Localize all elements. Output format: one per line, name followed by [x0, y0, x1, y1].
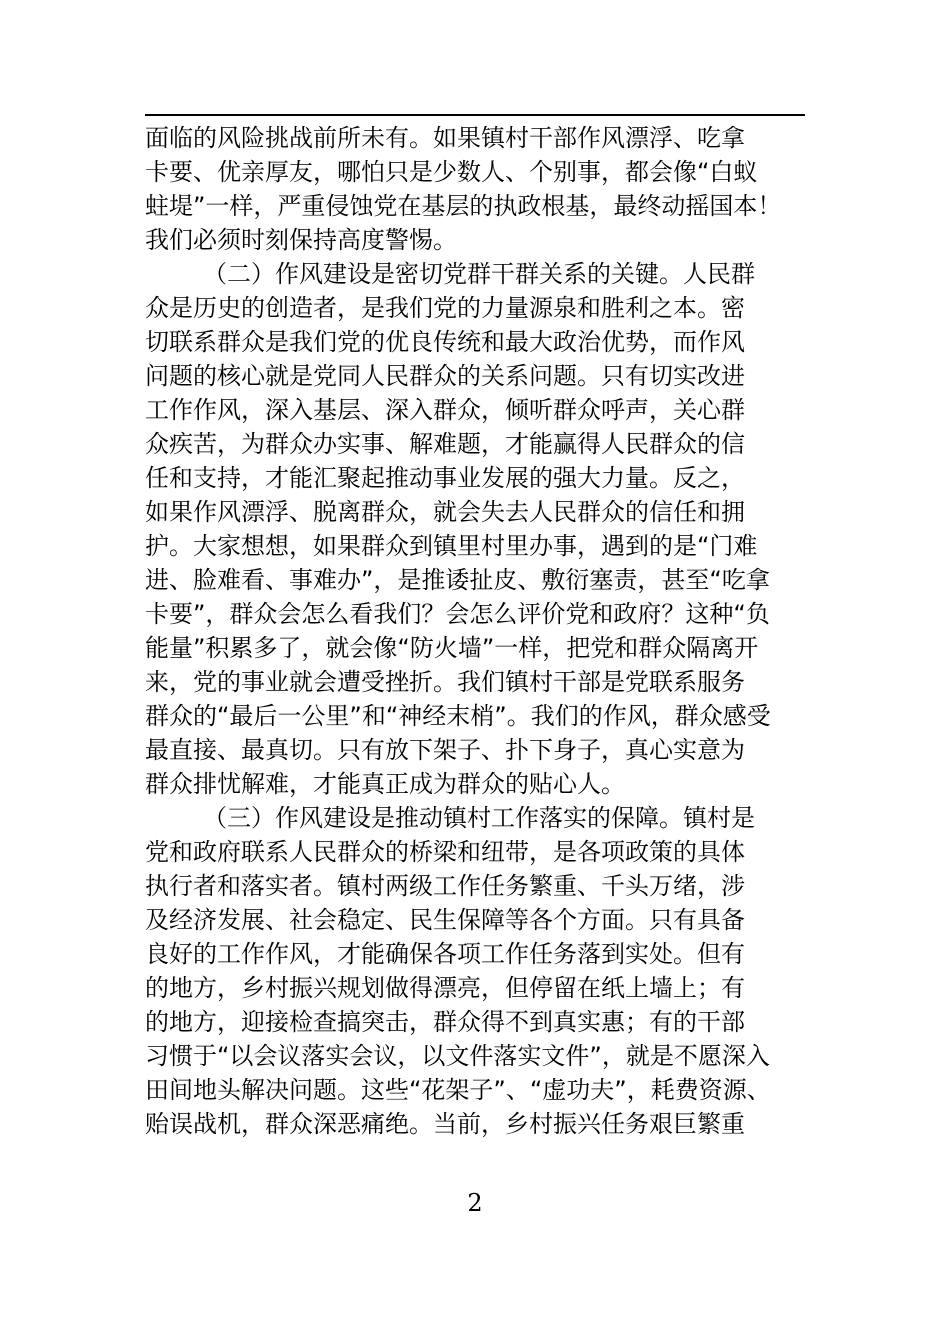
- text-line: 护。大家想想，如果群众到镇里村里办事，遇到的是“门难: [145, 532, 758, 560]
- text-line: 面临的风险挑战前所未有。如果镇村干部作风漂浮、吃拿: [145, 124, 745, 152]
- text-line: 的地方，乡村振兴规划做得漂亮，但停留在纸上墙上；有: [145, 974, 745, 1002]
- text-line: 进、脸难看、事难办”，是推诿扯皮、敷衍塞责，甚至“吃拿: [145, 566, 770, 594]
- section-heading-line: （三）作风建设是推动镇村工作落实的保障。镇村是: [203, 804, 755, 832]
- text-line: 问题的核心就是党同人民群众的关系问题。只有切实改进: [145, 362, 745, 390]
- text-line: 卡要”，群众会怎么看我们？会怎么评价党和政府？这种“负: [145, 600, 770, 628]
- section-heading-line: （二）作风建设是密切党群干群关系的关键。人民群: [203, 260, 755, 288]
- text-line: 群众的“最后一公里”和“神经末梢”。我们的作风，群众感受: [145, 702, 771, 730]
- text-line: 习惯于“以会议落实会议，以文件落实文件”，就是不愿深入: [145, 1042, 770, 1070]
- text-line: 工作作风，深入基层、深入群众，倾听群众呼声，关心群: [145, 396, 745, 424]
- text-line: 蛀堤”一样，严重侵蚀党在基层的执政根基，最终动摇国本！: [145, 192, 782, 220]
- text-line: 田间地头解决问题。这些“花架子”、“虚功夫”，耗费资源、: [145, 1076, 771, 1104]
- text-line: 群众排忧解难，才能真正成为群众的贴心人。: [145, 770, 625, 798]
- text-line: 切联系群众是我们党的优良传统和最大政治优势，而作风: [145, 328, 745, 356]
- body-text: [145, 121, 810, 1141]
- text-line: 卡要、优亲厚友，哪怕只是少数人、个别事，都会像“白蚁: [145, 158, 758, 186]
- text-line: 贻误战机，群众深恶痛绝。当前，乡村振兴任务艰巨繁重: [145, 1110, 745, 1138]
- text-line: 良好的工作作风，才能确保各项工作任务落到实处。但有: [145, 940, 745, 968]
- text-line: 的地方，迎接检查搞突击，群众得不到真实惠；有的干部: [145, 1008, 745, 1036]
- text-line: 来，党的事业就会遭受挫折。我们镇村干部是党联系服务: [145, 668, 745, 696]
- header-rule: [145, 114, 805, 116]
- text-line: 最直接、最真切。只有放下架子、扑下身子，真心实意为: [145, 736, 745, 764]
- page-number: 2: [467, 1189, 483, 1217]
- text-line: 及经济发展、社会稳定、民生保障等各个方面。只有具备: [145, 906, 745, 934]
- text-line: 能量”积累多了，就会像“防火墙”一样，把党和群众隔离开: [145, 634, 759, 662]
- text-line: 党和政府联系人民群众的桥梁和纽带，是各项政策的具体: [145, 838, 745, 866]
- text-line: 我们必须时刻保持高度警惕。: [145, 226, 457, 254]
- text-line: 任和支持，才能汇聚起推动事业发展的强大力量。反之，: [145, 464, 745, 492]
- text-line: 众疾苦，为群众办实事、解难题，才能赢得人民群众的信: [145, 430, 745, 458]
- text-line: 如果作风漂浮、脱离群众，就会失去人民群众的信任和拥: [145, 498, 745, 526]
- text-line: 众是历史的创造者，是我们党的力量源泉和胜利之本。密: [145, 294, 745, 322]
- text-line: 执行者和落实者。镇村两级工作任务繁重、千头万绪，涉: [145, 872, 745, 900]
